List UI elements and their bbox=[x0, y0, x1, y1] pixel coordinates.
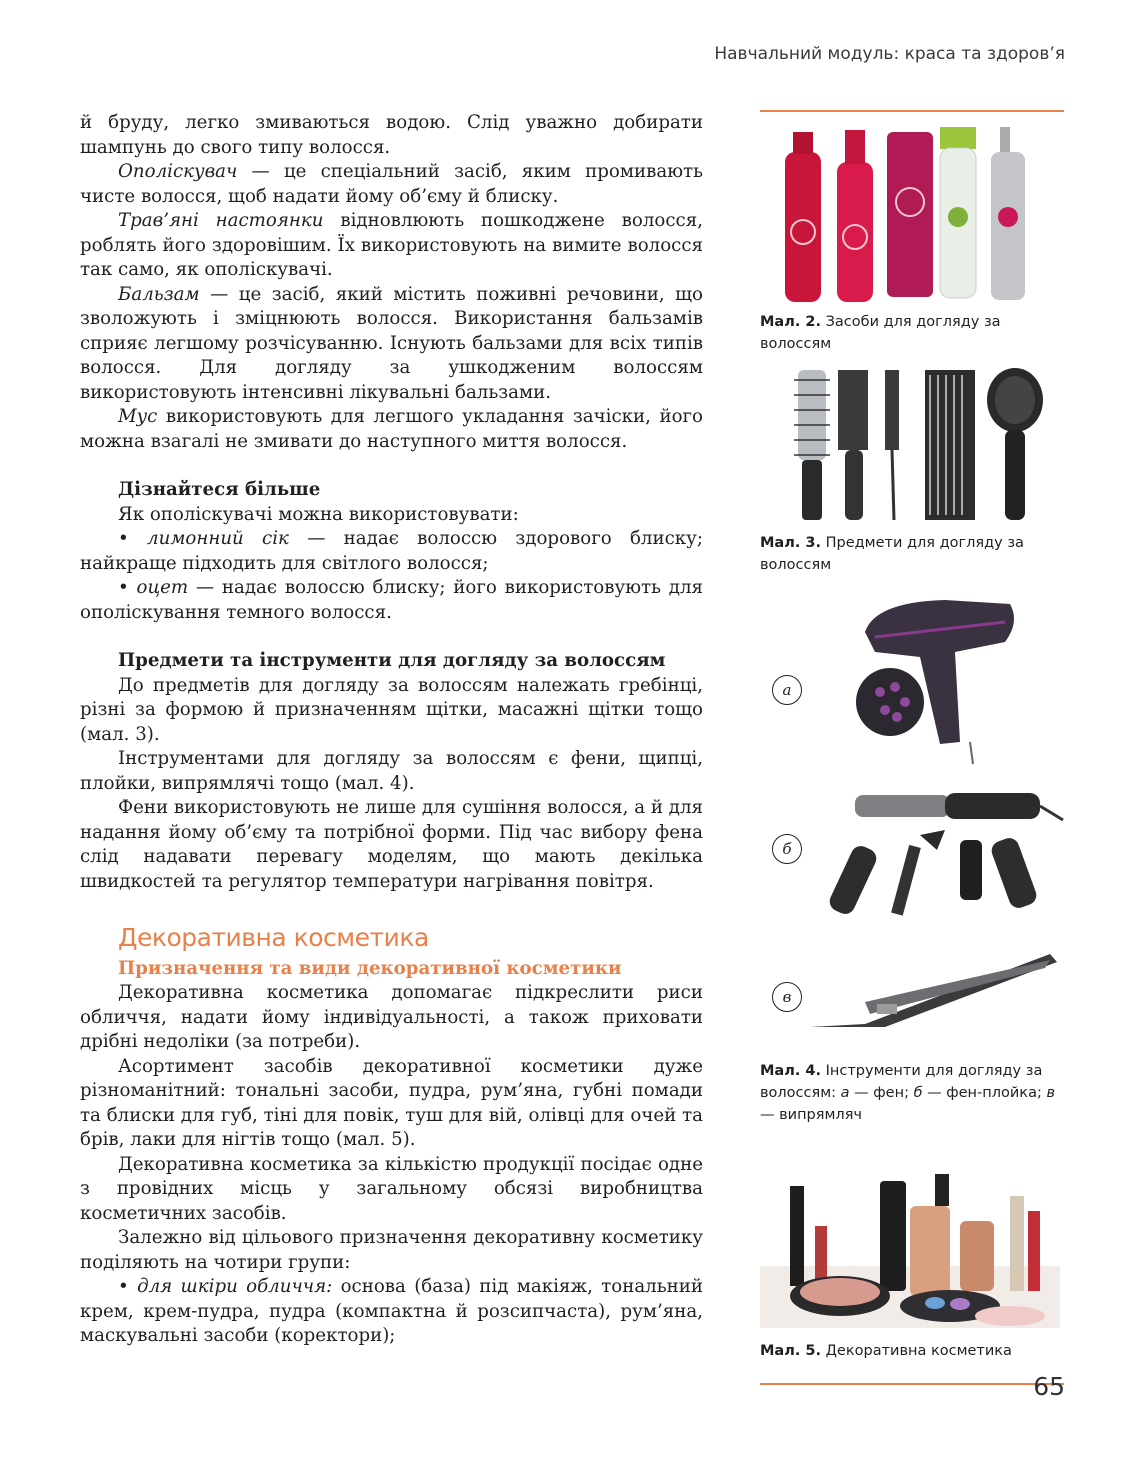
running-title: Навчальний модуль: краса та здоров’я bbox=[714, 44, 1065, 64]
paragraph: Асортимент засобів декоративної косметики дуже різноманітний: тональні засоби, пудра, рум’яна, губні помади та блиски для губ, тіні для повік, туш для вій, олівці для очей та брів, лаки для нігтів тощо (мал. 5). bbox=[80, 1055, 703, 1150]
section-title: Декоративна косметика bbox=[118, 923, 429, 952]
paragraph: Бальзам — це засіб, який містить поживні речовини, що зволожують і зміцнюють волосся. Використання бальзамів сприяє легшому розчісуванню. Існують бальзами для всіх типів волосся. Для догляду за ушкодженим волоссям використовують інтенсивні лікувальні бальзами. bbox=[80, 283, 703, 403]
paragraph: Ополіскувач — це спеціальний засіб, яким промивають чисте волосся, щоб надати йому об’єму й блиску. bbox=[80, 161, 703, 207]
figure-4-caption: Мал. 4. Інструменти для догляду за волоссям: а — фен; б — фен-плойка; в — випрямляч bbox=[760, 1063, 1055, 1123]
top-rule bbox=[760, 110, 1064, 112]
hair-dryer-image bbox=[845, 592, 1025, 770]
paragraph: Фени використовують не лише для сушіння волосся, а й для надання йому об’єму та потрібної форми. Під час вибору фена слід надавати перевагу моделям, що мають декілька швидкостей та регулятор температури нагрівання повітря. bbox=[80, 797, 703, 892]
section-subheading: Призначення та види декоративної косметики bbox=[118, 957, 622, 979]
paragraph: й бруду, легко змиваються водою. Слід уважно добирати шампунь до свого типу волосся. bbox=[80, 112, 703, 158]
paragraph: Залежно від цільового призначення декоративну косметику поділяють на чотири групи: bbox=[80, 1227, 703, 1273]
list-item: • оцет — надає волоссю блиску; його використовують для ополіскування темного волосся. bbox=[80, 577, 703, 623]
marker-b: б bbox=[772, 834, 802, 864]
learn-more-heading: Дізнайтеся більше bbox=[118, 479, 321, 500]
paragraph: До предметів для догляду за волоссям належать гребінці, різні за формою й призначенням щітки, масажні щітки тощо (мал. 3). bbox=[80, 674, 703, 745]
term: Мус bbox=[118, 406, 158, 427]
tools-heading: Предмети та інструменти для догляду за волоссям bbox=[118, 650, 666, 671]
straightener-image bbox=[805, 952, 1060, 1032]
marker-a: а bbox=[772, 675, 802, 705]
figure-5-caption: Мал. 5. Декоративна косметика bbox=[760, 1343, 1012, 1359]
marker-c: в bbox=[772, 982, 802, 1012]
hot-air-brush-image bbox=[825, 790, 1065, 930]
paragraph: Як ополіскувачі можна використовувати: bbox=[118, 503, 519, 525]
combs-brushes-image bbox=[790, 365, 1060, 523]
paragraph: Мус використовують для легшого укладання зачіски, його можна взагалі не змивати до наступного миття волосся. bbox=[80, 406, 703, 452]
list-item: • для шкіри обличчя: основа (база) під макіяж, тональний крем, крем-пудра, пудра (компактна й розсипчаста), рум’яна, маскувальні засоби (коректори); bbox=[80, 1276, 704, 1346]
paragraph: Трав’яні настоянки відновлюють пошкоджене волосся, роблять його здоровішим. Їх використовують на вимите волосся так само, як ополіскувачі. bbox=[80, 210, 703, 280]
main-text-column bbox=[80, 111, 703, 1349]
term: Трав’яні настоянки bbox=[118, 210, 324, 231]
figure-3-caption: Мал. 3. Предмети для догляду за волоссям bbox=[760, 535, 1024, 573]
decorative-cosmetics-image bbox=[760, 1166, 1060, 1328]
hair-products-image bbox=[775, 122, 1065, 304]
paragraph: Інструментами для догляду за волоссям є фени, щипці, плойки, випрямлячі тощо (мал. 4). bbox=[80, 748, 703, 794]
bottom-rule bbox=[760, 1383, 1064, 1385]
paragraph: Декоративна косметика допомагає підкреслити риси обличчя, надати йому індивідуальності, а також приховати дрібні недоліки (за потреби). bbox=[80, 982, 703, 1052]
figure-2-caption: Мал. 2. Засоби для догляду за волоссям bbox=[760, 314, 1001, 352]
paragraph: Декоративна косметика за кількістю продукції посідає одне з провідних місць у загальному обсязі виробництва косметичних засобів. bbox=[80, 1153, 703, 1224]
page-number: 65 bbox=[1033, 1372, 1065, 1401]
list-item: • лимонний сік — надає волоссю здорового блиску; найкраще підходить для світлого волосся; bbox=[80, 528, 703, 574]
term: Бальзам bbox=[118, 283, 200, 305]
term: Ополіскувач bbox=[118, 161, 238, 182]
